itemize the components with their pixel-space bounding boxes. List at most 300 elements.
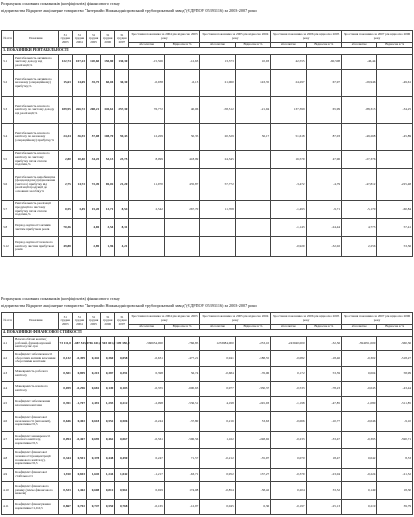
change-value: -0,212 (200, 449, 235, 469)
change-value: -21,94 (235, 97, 270, 124)
change-value: 33,52 (306, 482, 341, 500)
year-value: 0,552 (101, 412, 115, 432)
change-value: -0,631 (129, 351, 164, 367)
year-value: 1,462 (72, 482, 86, 500)
year-value: 0,867 (58, 500, 72, 515)
year-value: 0,442 (86, 351, 100, 367)
year-value: 73 111,8 (58, 337, 72, 351)
header-change: Зростання показника за 2007 рік відносно 2006 року (342, 31, 413, 43)
year-value: 70,36 (58, 219, 72, 237)
year-value: 60,04 (101, 70, 115, 97)
year-value: 0,094 (58, 432, 72, 449)
table-row (2, 151, 413, 169)
change-value: -0,561 (129, 432, 164, 449)
change-value: 65,99 (306, 97, 341, 124)
change-value: 137,27 (235, 469, 270, 482)
row-indicator: Коефіцієнт забезпечення власними коштами (14, 397, 59, 412)
change-value: 13,373 (200, 55, 235, 70)
change-value: -0,244 (129, 412, 164, 432)
year-value: 109 350,0 (115, 337, 129, 351)
change-value: -253,10 (235, 337, 270, 351)
year-value: 23,75 (115, 151, 129, 169)
change-value: 87,03 (306, 124, 341, 151)
change-value: 51,618 (271, 124, 306, 151)
header-rel: Відносне в % (164, 325, 199, 330)
table-row (2, 351, 413, 367)
year-value (72, 237, 86, 257)
header-year: 31 грудня 2006 (101, 31, 115, 48)
change-value: 8,099 (129, 151, 164, 169)
year-value: 1,96 (101, 237, 115, 257)
section-title: 3. ПОКАЗНИКИ РЕНТАБЕЛЬНОСТІ (2, 48, 413, 55)
row-number: 4.2 (2, 351, 14, 367)
row-indicator: Рентабельність активів по валовому (операційному) прибутку,% (14, 70, 59, 97)
year-value: 13,71 (101, 201, 115, 219)
change-value: -32,02 (306, 237, 341, 257)
row-number: 3.1 (2, 55, 14, 70)
change-value: -1,493 (271, 201, 306, 219)
row-indicator: Коефіцієнт фінансової стабільності (14, 469, 59, 482)
change-value: -188,55 (235, 351, 270, 367)
change-value: -5,170 (342, 201, 377, 219)
row-indicator: Маневреність робочого капіталу (14, 367, 59, 382)
header-rel: Відносне в % (235, 325, 270, 330)
change-value: -37,80 (164, 412, 199, 432)
header-change: Зростання показника за 2004 рік відносно 2003 року (129, 31, 200, 43)
header-rel: Відносне в % (377, 325, 413, 330)
table-row (2, 219, 413, 237)
table-row (2, 469, 413, 482)
year-value: 1,645 (86, 469, 100, 482)
change-value: -1,198 (271, 397, 306, 412)
change-value: -0,379 (271, 469, 306, 482)
change-value: 435,87 (164, 169, 199, 201)
row-number: 3.3 (2, 97, 14, 124)
change-value: 1233984,000 (200, 337, 235, 351)
year-value: 189,95 (58, 97, 72, 124)
row-indicator: Коефіцієнт фінансової залежності (концентрації позикового капіталу), нормативне<0,5 (14, 449, 59, 469)
change-value: -560654,000 (129, 337, 164, 351)
year-value: 0,391 (115, 367, 129, 382)
year-value: 0,55 (58, 201, 72, 219)
change-value: -29,946 (342, 70, 377, 97)
change-value: -590,71 (377, 432, 413, 449)
year-value: 107,23 (72, 55, 86, 70)
change-value: -33,47 (306, 432, 341, 449)
year-value: 150,80 (101, 55, 115, 70)
row-indicator: Рентабельність власного капіталу по валовому (операційному) прибутку,% (14, 124, 59, 151)
change-value: 2,542 (129, 201, 164, 219)
year-value: 0,961 (115, 482, 129, 500)
year-value: 0,768 (115, 500, 129, 515)
change-value: -0,854 (200, 482, 235, 500)
year-value: 15,20 (86, 201, 100, 219)
header-year: 31 грудня 2003 (58, 313, 72, 330)
year-value: 0,812 (101, 482, 115, 500)
row-number: 4.6 (2, 412, 14, 432)
change-value: -0,533 (271, 382, 306, 397)
year-value: 2,89 (86, 237, 100, 257)
year-value: 2,491 (86, 397, 100, 412)
change-value: -49,268 (342, 124, 377, 151)
change-value (200, 219, 235, 237)
header-year: 31 грудня 2004 (72, 31, 86, 48)
year-value: 4,69 (86, 219, 100, 237)
row-indicator: Рентабельність власного капіталу по чистому доходу від реалізації,% (14, 97, 59, 124)
year-value: 53,13 (101, 151, 115, 169)
change-value: -0,224 (342, 469, 377, 482)
table-row (2, 169, 413, 201)
year-value: 72,49 (86, 169, 100, 201)
header-row (2, 313, 413, 325)
change-value: 0,045 (200, 500, 235, 515)
row-indicator: Рентабельність реалізації продукції по чистому прибутку після сплати податків,% (14, 201, 59, 219)
change-value: 0,941 (200, 351, 235, 367)
change-value: 0,398 (129, 367, 164, 382)
change-value: 12,209 (129, 124, 164, 151)
table-row (2, 382, 413, 397)
header-rel: Відносне в % (377, 43, 413, 48)
year-value: 0,103 (115, 382, 129, 397)
year-value: 3,49 (72, 201, 86, 219)
year-value: 36,55 (72, 124, 86, 151)
header-abs: абсолютне (271, 325, 306, 330)
change-value: -9,10 (377, 412, 413, 432)
change-value (377, 151, 413, 169)
section-row (2, 48, 413, 55)
row-indicator: Коефіцієнт фінансового ризику (плече фінансового важеля) (14, 482, 59, 500)
change-value: 0,070 (271, 449, 306, 469)
year-value: 122,74 (58, 55, 72, 70)
table-row (2, 97, 413, 124)
year-value: 35,75 (86, 70, 100, 97)
change-value: 418,99 (164, 151, 199, 169)
change-value (235, 219, 270, 237)
change-value: 24,345 (200, 151, 235, 169)
stability-table (1, 312, 413, 515)
change-value (164, 237, 199, 257)
table-row (2, 432, 413, 449)
year-value: 0,702 (72, 500, 86, 515)
year-value: 1,293 (101, 397, 115, 412)
header-name: Показник (14, 313, 59, 330)
change-value: 0,004 (342, 367, 377, 382)
change-value: -35,97 (235, 449, 270, 469)
year-value: 10,40 (72, 151, 86, 169)
year-value: 24,34 (58, 124, 72, 151)
change-value: -88,313 (342, 97, 377, 124)
change-value: -225,48 (377, 169, 413, 201)
header-year: 31 грудня 2007 (115, 313, 129, 330)
change-value: -360,36 (377, 337, 413, 351)
change-value: -25,13 (306, 500, 341, 515)
change-value: 267,70 (164, 201, 199, 219)
change-value: -15,506 (129, 55, 164, 70)
header-rel: Відносне в % (164, 43, 199, 48)
change-value: -248,92 (235, 432, 270, 449)
change-value: -766,85 (164, 337, 199, 351)
header-rel: Відносне в % (306, 325, 341, 330)
header-abs: абсолютне (200, 325, 235, 330)
row-indicator: Коефіцієнт забезпеченості оборотних активів власними оборотними коштами (14, 351, 59, 367)
table-row (2, 500, 413, 515)
year-value: 0,132 (58, 351, 72, 367)
change-value: -34,25 (377, 97, 413, 124)
row-number: 3.4 (2, 124, 14, 151)
change-value: 10,93 (235, 55, 270, 70)
row-number: 4.4 (2, 382, 14, 397)
change-value: -596,56 (164, 432, 199, 449)
year-value: 0,344 (58, 449, 72, 469)
change-value: -12,63 (164, 55, 199, 70)
change-value: -511,85 (377, 397, 413, 412)
header-abs: абсолютне (200, 43, 235, 48)
change-value: 0,247 (129, 449, 164, 469)
change-value (377, 55, 413, 70)
change-value: -477,21 (164, 351, 199, 367)
change-value: -21,52 (377, 469, 413, 482)
change-value: 67,97 (306, 70, 341, 97)
header-abs: абсолютне (129, 325, 164, 330)
row-number: 4.10 (2, 482, 14, 500)
year-value: 14,69 (72, 70, 86, 97)
change-value: 4,198 (200, 397, 235, 412)
year-value: 0,550 (101, 500, 115, 515)
header-abs: абсолютне (129, 43, 164, 48)
year-value: 0,067 (115, 432, 129, 449)
row-number: 4.7 (2, 432, 14, 449)
row-number: 3.12 (2, 237, 14, 257)
year-value: 2,80 (58, 151, 72, 169)
row-number: 3.7 (2, 201, 14, 219)
change-value: -0,066 (271, 412, 306, 432)
change-value: -47,85 (306, 397, 341, 412)
year-value: 120,60 (86, 55, 100, 70)
change-value: 16,579 (271, 151, 306, 169)
row-indicator: Коефіцієнт маневреності власного капіталу, нормативне>0,5 (14, 432, 59, 449)
row-number: 4.9 (2, 469, 14, 482)
row-indicator: Період окупності активів чистим прибутком років (14, 219, 59, 237)
table-row (2, 449, 413, 469)
table-row (2, 55, 413, 70)
change-value: -27,376 (342, 151, 377, 169)
row-number: 4.5 (2, 397, 14, 412)
change-value: 0,216 (200, 412, 235, 432)
change-value: 71,57 (164, 449, 199, 469)
change-value: 24,297 (271, 70, 306, 97)
year-value: 1,244 (101, 469, 115, 482)
row-indicator: Маневреність власного капіталу (14, 382, 59, 397)
change-value: -394051,000 (342, 337, 377, 351)
change-value (235, 201, 270, 219)
change-value: 0,977 (200, 382, 235, 397)
change-value: 0,042 (342, 449, 377, 469)
profitability-table (1, 30, 413, 257)
change-value: -600,63 (164, 382, 199, 397)
change-value: -24,44 (306, 219, 341, 237)
header-year: 31 грудня 2006 (101, 313, 115, 330)
year-value: -0,499 (72, 351, 86, 367)
change-value: -12,97 (164, 500, 199, 515)
header-abs: абсолютне (342, 43, 377, 48)
table-row (2, 367, 413, 382)
change-value: -3,472 (271, 169, 306, 201)
change-value: 76,772 (129, 97, 164, 124)
change-value: 0,149 (342, 482, 377, 500)
header-change: Зростання показника за 2005 рік відносно 2004 року (200, 31, 271, 43)
change-value (129, 219, 164, 237)
change-value: -45,89 (377, 124, 413, 151)
header-row (2, 31, 413, 43)
change-value (235, 237, 270, 257)
row-number: 4.8 (2, 449, 14, 469)
change-value: -32,56 (306, 337, 341, 351)
header-abs: абсолютне (271, 43, 306, 48)
year-value: 30,30 (115, 70, 129, 97)
year-value: -0,296 (72, 382, 86, 397)
change-value: 39,79 (377, 500, 413, 515)
block2-subtitle: підприємства Відкрите акціонерне товариство "Інтерпайп Нижньодніпровський трубопрокатний завод"(ЄДРПОУ 05393116) за 2003-2007 роки (1, 303, 257, 308)
change-value: -6,13 (164, 70, 199, 97)
change-value: -518,27 (377, 351, 413, 367)
year-value: 0,681 (86, 382, 100, 397)
change-value: -536,51 (164, 397, 199, 412)
change-value: -58,42 (235, 482, 270, 500)
change-value (129, 237, 164, 257)
year-value (72, 219, 86, 237)
header-year: 31 грудня 2005 (86, 313, 100, 330)
row-number: 3.8 (2, 219, 14, 237)
block1-subtitle: підприємства Відкрите акціонерне товариство "Інтерпайп Нижньодніпровський трубопрокатний завод"(ЄДРПОУ 05393116) за 2003-2007 роки (1, 8, 257, 13)
change-value: 21,060 (200, 70, 235, 97)
change-value: 1,162 (200, 432, 235, 449)
year-value: 0,506 (115, 412, 129, 432)
change-value: -1,080 (342, 397, 377, 412)
table-row (2, 70, 413, 97)
year-value: 0,899 (72, 367, 86, 382)
year-value: 266,72 (72, 97, 86, 124)
header-year: 31 грудня 2004 (72, 313, 86, 330)
change-value: 2,256 (342, 237, 377, 257)
year-value: 4,21 (115, 237, 129, 257)
year-value: 0,059 (58, 382, 72, 397)
year-value: 130,30 (115, 55, 129, 70)
section-row (2, 330, 413, 337)
year-value: 345,61 (101, 97, 115, 124)
change-value: -23,04 (306, 469, 341, 482)
year-value: 0,591 (72, 449, 86, 469)
change-value: -46,44 (342, 55, 377, 70)
year-value: 0,618 (86, 412, 100, 432)
change-value: 56,74 (164, 367, 199, 382)
table-row (2, 482, 413, 500)
year-value: 2,75 (58, 169, 72, 201)
change-value: -0,684 (200, 367, 235, 382)
year-value: 0,360 (101, 351, 115, 367)
table-row (2, 397, 413, 412)
change-value: 0,952 (200, 469, 235, 482)
change-value: -330,37 (235, 382, 270, 397)
change-value: -63,71 (164, 469, 199, 482)
change-value: -43,44 (377, 382, 413, 397)
change-value: -0,046 (342, 412, 377, 432)
section-title: 4. ПОКАЗНИКИ ФІНАНСОВОЇ СТІЙКОСТІ (2, 330, 413, 337)
change-value: 0,172 (271, 367, 306, 382)
change-value (235, 151, 270, 169)
year-value: 1,042 (115, 469, 129, 482)
change-value: -245,93 (235, 397, 270, 412)
year-value: -487 543,0 (72, 337, 86, 351)
year-value: 0,695 (86, 432, 100, 449)
year-value: 1,910 (58, 469, 72, 482)
year-value: 14,72 (72, 169, 86, 201)
change-value: -18,46 (306, 351, 341, 367)
year-value: 746 441,0 (86, 337, 100, 351)
year-value: 34,25 (86, 151, 100, 169)
block2-title: Розрахунок основних показників (коефіцієнтів) фінансового стану (1, 296, 120, 301)
year-value: 49,88 (58, 237, 72, 257)
row-number: 3.6 (2, 169, 14, 201)
header-rel: Відносне в % (235, 43, 270, 48)
year-value: 57,08 (86, 124, 100, 151)
year-value: 15,63 (58, 70, 72, 97)
change-value: -0,233 (271, 432, 306, 449)
change-value: 6,36 (235, 500, 270, 515)
change-value: -9,71 (306, 201, 341, 219)
year-value: 59,43 (115, 124, 129, 151)
year-value: 8,31 (115, 219, 129, 237)
row-indicator: Рентабельність активів по чистому доходу від реалізації,% (14, 55, 59, 70)
header-change: Зростання показника за 2007 рік відносно 2006 року (342, 313, 413, 325)
change-value: 42,555 (271, 55, 306, 70)
change-value: -0,395 (342, 432, 377, 449)
change-value: 18,47 (306, 449, 341, 469)
year-value: 0,747 (86, 500, 100, 515)
year-value: 0,058 (115, 351, 129, 367)
row-number: 3.2 (2, 70, 14, 97)
change-value (235, 169, 270, 201)
change-value: 18,30 (377, 482, 413, 500)
change-value: 0,929 (129, 482, 164, 500)
row-indicator: Рентабельність власного капіталу по чистому прибутку після сплати податків,% (14, 151, 59, 169)
change-value: -0,302 (342, 351, 377, 367)
header-no: № п/п (2, 313, 14, 330)
row-number: 3.5 (2, 151, 14, 169)
row-indicator: Власні обігові кошти ( робочий, функціонуючий капітал),тис.грн (14, 337, 59, 351)
change-value: 57,41 (377, 219, 413, 237)
header-rel: Відносне в % (306, 43, 341, 48)
header-change: Зростання показника за 2005 рік відносно 2004 року (200, 313, 271, 325)
table-row (2, 201, 413, 219)
change-value: -58,512 (200, 97, 235, 124)
year-value: 108,70 (101, 124, 115, 151)
year-value: 0,608 (86, 482, 100, 500)
header-change: Зростання показника за 2004 рік відносно 2003 року (129, 313, 200, 325)
header-name: Показник (14, 31, 59, 48)
row-number: 4.3 (2, 367, 14, 382)
year-value: -1,707 (72, 397, 86, 412)
change-value: 58,99 (377, 367, 413, 382)
header-year: 31 грудня 2003 (58, 31, 72, 48)
change-value: 57,772 (200, 169, 235, 201)
change-value: 11,708 (200, 201, 235, 219)
change-value: -0,929 (271, 237, 306, 257)
change-value: -10,77 (306, 412, 341, 432)
header-change: Зростання показника за 2006 рік відносно 2005 року (271, 313, 342, 325)
year-value: 0,391 (58, 397, 72, 412)
row-indicator: Рентабельність виробництва (фондовіддача) (відношення (чистого) прибутку від реалізації продукції до основних засобів),% (14, 169, 59, 201)
block1-title: Розрахунок основних показників (коефіцієнтів) фінансового стану (1, 1, 120, 6)
